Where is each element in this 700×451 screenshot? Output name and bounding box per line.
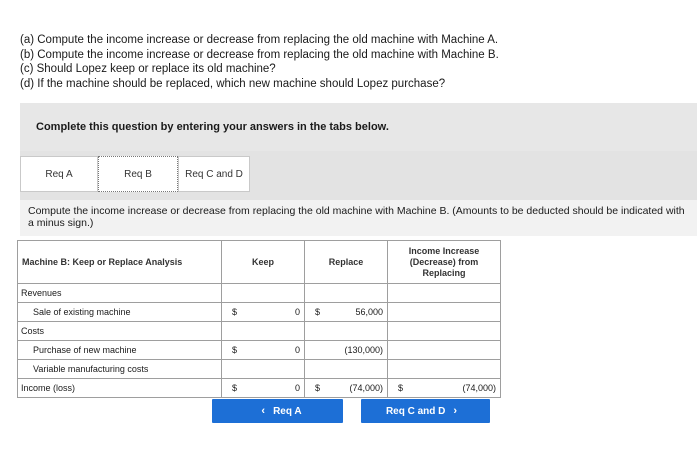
- chevron-right-icon: ›: [453, 405, 458, 417]
- income-replace-cell: [305, 379, 388, 398]
- sale-replace-input[interactable]: [305, 303, 388, 322]
- currency-symbol: $: [398, 383, 404, 393]
- header-income-diff: Income Increase (Decrease) from Replacing: [388, 241, 501, 284]
- variable-keep-input[interactable]: [222, 360, 305, 379]
- next-req-c-and-d-button[interactable]: [361, 399, 490, 423]
- content-instruction: Compute the income increase or decrease from replacing the old machine with Machine B. (Amounts to be deducted should be indicated with a minus sign.): [28, 205, 685, 229]
- table-row: [18, 360, 501, 379]
- header-label: Machine B: Keep or Replace Analysis: [18, 241, 222, 284]
- row-label-income: Income (loss): [18, 379, 222, 398]
- tab-req-c-and-d[interactable]: Req C and D: [178, 156, 250, 192]
- income-keep-cell: [222, 379, 305, 398]
- prev-button-label: Req A: [273, 405, 302, 417]
- currency-symbol: $: [232, 345, 238, 355]
- table-row: [18, 379, 501, 398]
- currency-symbol: $: [315, 307, 321, 317]
- header-keep: Keep: [222, 241, 305, 284]
- prev-req-a-button[interactable]: [212, 399, 343, 423]
- tab-bar: [20, 151, 697, 200]
- purchase-replace-value: (130,000): [344, 345, 383, 355]
- table-row: [18, 341, 501, 360]
- table-row: [18, 284, 501, 303]
- row-label-purchase: Purchase of new machine: [18, 341, 222, 360]
- income-diff-cell: [388, 379, 501, 398]
- question-a: (a) Compute the income increase or decrease from replacing the old machine with Machine A.: [20, 34, 499, 46]
- instruction-text: Complete this question by entering your answers in the tabs below.: [36, 121, 389, 133]
- sale-keep-input[interactable]: [222, 303, 305, 322]
- question-d: (d) If the machine should be replaced, which new machine should Lopez purchase?: [20, 77, 446, 90]
- tab-content-header: [20, 200, 697, 236]
- currency-symbol: $: [315, 383, 321, 393]
- row-label-variable: Variable manufacturing costs: [18, 360, 222, 379]
- row-label-revenues: Revenues: [18, 284, 222, 303]
- sale-replace-value: 56,000: [355, 307, 383, 317]
- income-keep-value: 0: [294, 383, 300, 393]
- table-row: [18, 322, 501, 341]
- question-b: (b) Compute the income increase or decrease from replacing the old machine with Machine B.: [20, 48, 499, 61]
- table-row: [18, 303, 501, 322]
- table-header-row: [18, 241, 501, 284]
- income-diff-value: (74,000): [462, 383, 496, 393]
- tab-req-b[interactable]: Req B: [98, 156, 178, 192]
- header-replace: Replace: [305, 241, 388, 284]
- chevron-left-icon: ‹: [261, 405, 266, 417]
- question-list: [20, 33, 499, 91]
- tab-req-a[interactable]: Req A: [20, 156, 98, 192]
- currency-symbol: $: [232, 383, 238, 393]
- purchase-keep-input[interactable]: [222, 341, 305, 360]
- purchase-replace-input[interactable]: [305, 341, 388, 360]
- row-label-sale: Sale of existing machine: [18, 303, 222, 322]
- question-c: (c) Should Lopez keep or replace its old machine?: [20, 63, 276, 75]
- variable-replace-input[interactable]: [305, 360, 388, 379]
- income-replace-value: (74,000): [349, 383, 383, 393]
- row-label-costs: Costs: [18, 322, 222, 341]
- sale-keep-value: 0: [294, 307, 300, 317]
- next-button-label: Req C and D: [385, 405, 446, 417]
- currency-symbol: $: [232, 307, 238, 317]
- purchase-keep-value: 0: [294, 345, 300, 355]
- keep-or-replace-table: [17, 240, 501, 398]
- instruction-bar: [20, 103, 697, 151]
